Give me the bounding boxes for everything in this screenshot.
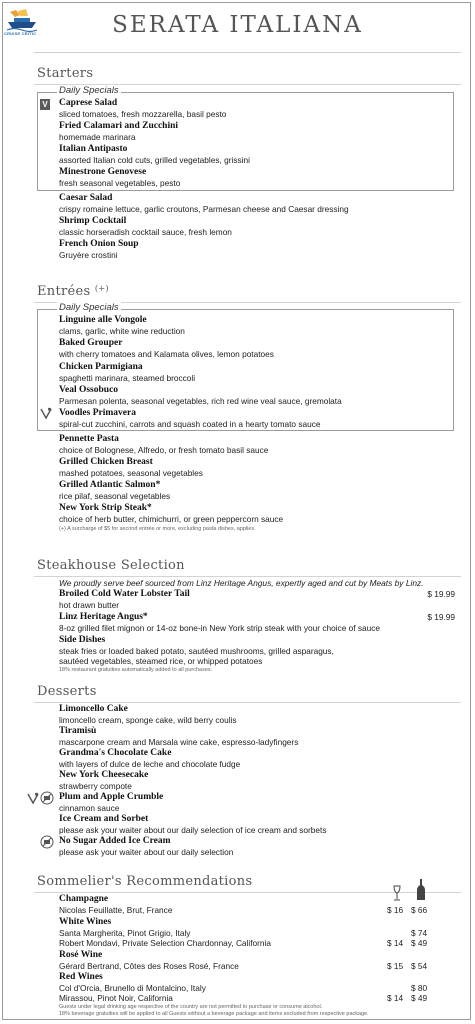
drinking-age-note: Guests under legal drinking age respective of the country are not permitted to purchase or consume alcohol.: [59, 1004, 323, 1010]
bottle-price: $ 49: [411, 993, 428, 1003]
gratuity-note: 18% restaurant gratuities automatically added to all purchases.: [59, 667, 213, 673]
menu-item: Plum and Apple Crumble cinnamon sauce: [59, 792, 164, 813]
menu-item: New York Cheesecake strawberry compote: [59, 770, 149, 791]
menu-item: Minestrone Genovese fresh seasonal vegetables, pesto: [59, 167, 181, 188]
vegan-leaf-icon: [39, 406, 53, 420]
menu-item: Voodles Primavera spiral-cut zucchini, carrots and squash coated in a hearty tomato sauce: [59, 408, 321, 429]
menu-item: Veal Ossobuco Parmesan polenta, seasonal vegetables, rich red wine veal sauce, gremolata: [59, 385, 342, 406]
menu-item: Grilled Atlantic Salmon* rice pilaf, seasonal vegetables: [59, 480, 171, 501]
menu-item: Side Dishes steak fries or loaded baked potato, sautéed mushrooms, grilled asparagus, sautéed vegetables, steamed rice, or whipped potatoes: [59, 635, 334, 666]
section-heading-steakhouse: Steakhouse Selection: [37, 558, 185, 573]
no-sugar-icon: [40, 791, 54, 805]
wine-group: Rosé Wine Gérard Bertrand, Côtes des Roses Rosé, France: [59, 950, 239, 971]
wine-group: Champagne Nicolas Feuillatte, Brut, France: [59, 894, 173, 915]
divider: [34, 52, 461, 53]
section-heading-sommelier: Sommelier's Recommendations: [37, 874, 253, 889]
section-heading-entrees: Entrées (+): [37, 284, 109, 299]
menu-item: Fried Calamari and Zucchini homemade marinara: [59, 121, 179, 142]
bottle-price: $ 54: [411, 961, 428, 971]
daily-specials-label: Daily Specials: [59, 302, 119, 313]
menu-item: Tiramisù mascarpone cream and Marsala wine cake, espresso-ladyfingers: [59, 726, 299, 747]
glass-price: $ 14: [387, 938, 404, 948]
bottle-price: $ 66: [411, 905, 428, 915]
no-sugar-icon: [40, 835, 54, 849]
menu-item: Caprese Salad sliced tomatoes, fresh mozzarella, basil pesto: [59, 98, 227, 119]
menu-item: Shrimp Cocktail classic horseradish cocktail sauce, fresh lemon: [59, 216, 232, 237]
page-title: SERATA ITALIANA: [112, 12, 363, 38]
bottle-price: $ 49: [411, 938, 428, 948]
menu-item: Limoncello Cake limoncello cream, sponge cake, wild berry coulis: [59, 704, 237, 725]
menu-item: No Sugar Added Ice Cream please ask your waiter about our daily selection: [59, 836, 234, 857]
menu-item: Linguine alle Vongole clams, garlic, white wine reduction: [59, 315, 185, 336]
menu-item: Chicken Parmigiana spaghetti marinara, steamed broccoli: [59, 362, 196, 383]
section-heading-desserts: Desserts: [37, 684, 97, 699]
divider: [34, 702, 461, 703]
menu-item: Ice Cream and Sorbet please ask your waiter about our daily selection of ice cream and sorbets: [59, 814, 327, 835]
glass-price: $ 14: [387, 993, 404, 1003]
vegetarian-badge: V: [40, 99, 50, 110]
wine-group: Red Wines Col d'Orcia, Brunello di Montalcino, Italy Mirassou, Pinot Noir, California: [59, 972, 206, 1003]
menu-item: Caesar Salad crispy romaine lettuce, garlic croutons, Parmesan cheese and Caesar dressing: [59, 193, 349, 214]
daily-specials-label: Daily Specials: [59, 85, 119, 96]
logo-text: CRUISE CRITIC: [4, 31, 37, 36]
menu-item: Baked Grouper with cherry tomatoes and Kalamata olives, lemon potatoes: [59, 338, 274, 359]
menu-item: New York Strip Steak* choice of herb butter, chimichurri, or green peppercorn sauce: [59, 503, 284, 524]
glass-price: $ 15: [387, 961, 404, 971]
steakhouse-intro: We proudly serve beef sourced from Linz Heritage Angus, expertly aged and cut by Meats by Linz.: [59, 578, 424, 588]
menu-item: Grilled Chicken Breast mashed potatoes, seasonal vegetables: [59, 457, 203, 478]
menu-item: Linz Heritage Angus* 8-oz grilled filet mignon or 14-oz bone-in New York strip steak with your choice of sauce: [59, 612, 380, 633]
menu-item: Pennette Pasta choice of Bolognese, Alfredo, or fresh tomato basil sauce: [59, 434, 269, 455]
section-heading-starters: Starters: [37, 66, 94, 81]
bottle-price: $ 80: [411, 983, 428, 993]
menu-item: Grandma's Chocolate Cake with layers of dulce de leche and chocolate fudge: [59, 748, 241, 769]
surcharge-note: (+) A surcharge of $5 for second entrée or more, excluding pasta dishes, applies.: [59, 526, 256, 532]
item-price: $ 19.99: [427, 589, 455, 599]
wine-group: White Wines Santa Margherita, Pinot Grigio, Italy Robert Mondavi, Private Selection Chardonnay, California: [59, 917, 271, 948]
menu-item: Broiled Cold Water Lobster Tail hot drawn butter: [59, 589, 190, 610]
glass-price: $ 16: [387, 905, 404, 915]
menu-item: Italian Antipasto assorted Italian cold cuts, grilled vegetables, grissini: [59, 144, 250, 165]
bottle-price: $ 74: [411, 928, 428, 938]
vegan-leaf-icon: [26, 791, 40, 805]
menu-item: French Onion Soup Gruyère crostini: [59, 239, 139, 260]
beverage-gratuity-note: 18% beverage gratuities will be applied to all Guests without a beverage package and items excluded from respective package.: [59, 1011, 369, 1017]
item-price: $ 19.99: [427, 612, 455, 622]
divider: [34, 576, 461, 577]
